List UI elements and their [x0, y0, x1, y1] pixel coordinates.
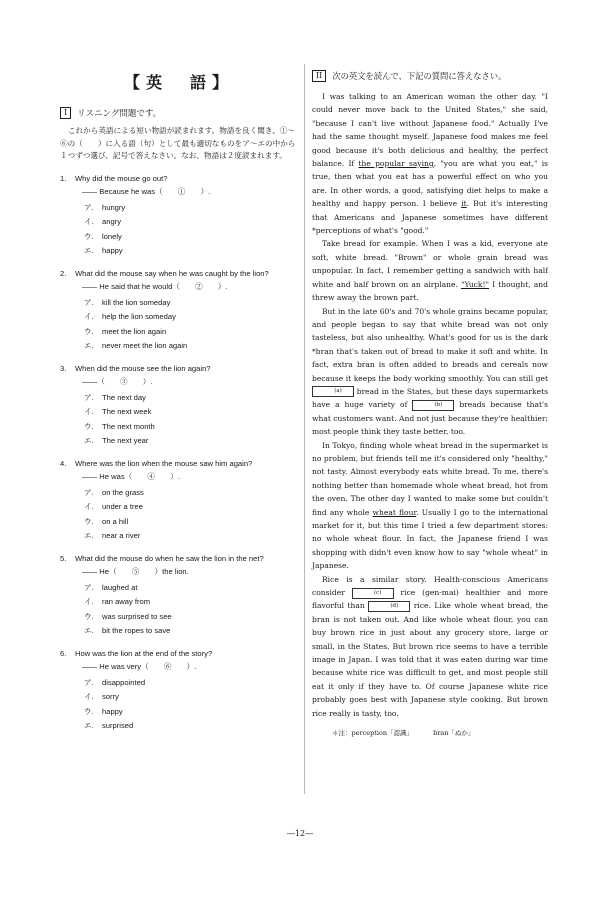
choice-item[interactable]: [84, 515, 298, 530]
choice-key: ウ.: [84, 421, 94, 431]
answer-line: ―― He was very（ ⑥ ）.: [82, 661, 197, 671]
choice-item[interactable]: [84, 391, 298, 406]
choice-key: ウ.: [84, 706, 94, 716]
underline-2: it: [461, 199, 467, 209]
choice-list: [60, 486, 298, 544]
choice-item[interactable]: [84, 676, 298, 691]
choice-item[interactable]: [84, 325, 298, 340]
page-title: 【英 語】: [123, 73, 234, 92]
footnote-bran: bran「ぬか」: [433, 729, 475, 738]
question-number: 6.: [60, 648, 67, 658]
choice-text: The next month: [102, 421, 155, 431]
paragraph-1: I was talking to an American woman the other day. "I could never move back to the United States," she said, "because I can't live without Japanese food." Actually I've had the same thought myself. Japanese food makes me feel good because it's both delicious and healthy, the perfect balance. If the popular saying, "you are what you eat," is true, then what you eat has a powerful effect on who you are. In other words, a good, satisfying diet helps to make a healthy and happy person. I believe it. But it's interesting that Americans and Japanese sometimes have different *perceptions of what's "good.": [312, 92, 548, 236]
underline-3: "Yuck!": [461, 279, 489, 289]
blank-b[interactable]: (b): [412, 400, 454, 411]
choice-item[interactable]: [84, 244, 298, 259]
choice-item[interactable]: [84, 310, 298, 325]
choice-text: disappointed: [102, 677, 146, 687]
choice-item[interactable]: [84, 529, 298, 544]
choice-key: イ.: [84, 312, 94, 321]
choice-key: イ.: [84, 597, 94, 606]
choice-text: angry: [102, 217, 121, 226]
section-2-heading: 次の英文を読んで、下記の質問に答えなさい。: [332, 71, 507, 81]
question-number: 1.: [60, 173, 67, 183]
question-number: 3.: [60, 363, 67, 373]
paragraph-3: But in the late 60's and 70's whole grains became popular, and people began to say that white bread was not only tasteless, but also unhealthy. What's good for us is the dark *bran that's taken out of bread to make it soft and white. In fact, extra bran is often added to breads and cereals now because it keeps the body working smoothly. You can still get (a) bread in the States, but these days supermarkets have a huge variety of (b) breads because that's what customers want. And not just because they're healthier; most people think they taste better, too.: [312, 306, 548, 437]
choice-item[interactable]: [84, 434, 298, 449]
choice-item[interactable]: [84, 500, 298, 515]
choice-list: [60, 201, 298, 259]
underline-4: wheat flour: [372, 507, 417, 517]
choice-text: never meet the lion again: [102, 341, 188, 350]
choice-key: ア.: [84, 677, 94, 687]
left-column: [60, 64, 298, 743]
choice-text: sorry: [102, 692, 119, 701]
answer-line: ―― He（ ⑤ ）the lion.: [82, 566, 189, 576]
choice-key: ウ.: [84, 516, 94, 526]
choice-item[interactable]: [84, 405, 298, 420]
choice-item[interactable]: [84, 581, 298, 596]
choice-item[interactable]: [84, 595, 298, 610]
choice-list: [60, 391, 298, 449]
choice-text: bit the ropes to save: [102, 626, 171, 635]
choice-item[interactable]: [84, 339, 298, 354]
choice-key: イ.: [84, 217, 94, 226]
footnote: [332, 728, 548, 737]
choice-item[interactable]: [84, 624, 298, 639]
question-prompt: What did the mouse say when he was caught by the lion?: [75, 268, 269, 278]
choice-text: lonely: [102, 231, 122, 241]
question-1: [60, 173, 298, 259]
question-prompt: Where was the lion when the mouse saw him again?: [75, 458, 253, 468]
question-text: [60, 553, 298, 565]
choice-key: エ.: [84, 531, 94, 540]
choice-text: kill the lion someday: [102, 297, 171, 307]
answer-line: ―― He was（ ④ ）.: [82, 471, 180, 481]
choice-item[interactable]: [84, 201, 298, 216]
choice-text: happy: [102, 706, 123, 716]
choice-text: help the lion someday: [102, 312, 176, 321]
choice-item[interactable]: [84, 486, 298, 501]
choice-key: ウ.: [84, 231, 94, 241]
choice-text: under a tree: [102, 502, 143, 511]
choice-item[interactable]: [84, 690, 298, 705]
question-number: 4.: [60, 458, 67, 468]
section-1-header: [60, 107, 298, 119]
question-prompt: How was the lion at the end of the story?: [75, 648, 213, 658]
right-column: [312, 64, 548, 737]
choice-text: meet the lion again: [102, 326, 167, 336]
choice-key: エ.: [84, 341, 94, 350]
underline-1: the popular saying: [358, 159, 434, 169]
choice-text: The next week: [102, 407, 152, 416]
choice-key: ウ.: [84, 326, 94, 336]
choice-key: ア.: [84, 582, 94, 592]
choice-key: ウ.: [84, 611, 94, 621]
choice-key: ア.: [84, 297, 94, 307]
reading-passage: [312, 90, 548, 720]
section-1-number: I: [60, 107, 71, 119]
paragraph-2: Take bread for example. When I was a kid, everyone ate soft, white bread. "Brown" or whole grain bread was unpopular. In fact, I remember getting a sandwich with half white and half brown on an airplane. "Yuck!" I thought, and threw away the brown part.: [312, 239, 548, 303]
question-6: [60, 648, 298, 734]
choice-key: エ.: [84, 626, 94, 635]
paragraph-5: Rice is a similar story. Health-conscious Americans consider (c) rice (gen-mai) healthier and more flavorful than (d) rice. Like whole wheat bread, the bran is not taken out. And like whole wheat flour, you can buy brown rice in just about any grocery store, large or small, in the States. But brown rice seems to have a terrible image in Japan. I was told that it was eaten during war time because white rice was difficult to get, and most people still eat it only if they have to. Of course Japanese white rice probably goes best with Japanese style cooking. But brown rice really is tasty, too.: [312, 574, 548, 718]
choice-list: [60, 296, 298, 354]
blank-d[interactable]: (d): [368, 601, 410, 612]
choice-text: The next year: [102, 436, 149, 445]
choice-text: The next day: [102, 392, 146, 402]
choice-key: エ.: [84, 246, 94, 255]
section-2-number: II: [312, 70, 326, 82]
choice-item[interactable]: [84, 719, 298, 734]
choice-key: ア.: [84, 487, 94, 497]
question-text: [60, 363, 298, 375]
question-prompt: Why did the mouse go out?: [75, 173, 168, 183]
choice-key: イ.: [84, 692, 94, 701]
choice-item[interactable]: [84, 610, 298, 625]
footnote-perception: ＊注：perception「認識」: [332, 729, 414, 738]
choice-key: イ.: [84, 407, 94, 416]
column-divider: [304, 64, 305, 794]
choice-text: hungry: [102, 202, 126, 212]
choice-text: laughed at: [102, 582, 138, 592]
question-2: [60, 268, 298, 354]
choice-list: [60, 581, 298, 639]
choice-text: on a hill: [102, 516, 129, 526]
question-list: [60, 173, 298, 734]
answer-line: ―― Because he was（ ① ）.: [82, 186, 211, 196]
question-prompt: When did the mouse see the lion again?: [75, 363, 211, 373]
choice-key: エ.: [84, 721, 94, 730]
choice-item[interactable]: [84, 215, 298, 230]
choice-key: ア.: [84, 392, 94, 402]
choice-text: on the grass: [102, 487, 144, 497]
question-3: [60, 363, 298, 449]
choice-text: was surprised to see: [102, 611, 172, 621]
question-number: 2.: [60, 268, 67, 278]
answer-line: ――（ ③ ）.: [82, 376, 153, 386]
choice-item[interactable]: [84, 296, 298, 311]
choice-item[interactable]: [84, 420, 298, 435]
choice-key: エ.: [84, 436, 94, 445]
section-2-header: [312, 70, 548, 82]
section-1-intro: これから英語による短い物語が読まれます。物語を良く聞き、①～⑥の（ ）に入る語（句）として最も適切なものをア～エの中から１つずつ選び、記号で答えなさい。なお、物語は２度読まれます。: [60, 126, 296, 160]
choice-list: [60, 676, 298, 734]
choice-item[interactable]: [84, 705, 298, 720]
choice-key: ア.: [84, 202, 94, 212]
question-prompt: What did the mouse do when he saw the lion in the net?: [75, 553, 264, 563]
paragraph-4: In Tokyo, finding whole wheat bread in the supermarket is no problem, but friends tell me it's considered only "healthy," not tasty. Almost everybody eats white bread. To me, there's nothing better than homemade whole wheat bread, hot from the oven. The other day I wanted to make some but couldn't find any whole wheat flour. Usually I go to the international market for it, but this time I tried a few department stores: no whole wheat flour. In fact, the Japanese friend I was shopping with didn't even know how to say "whole wheat" in Japanese.: [312, 440, 548, 571]
question-5: [60, 553, 298, 639]
answer-line: ―― He said that he would（ ② ）.: [82, 281, 228, 291]
choice-text: ran away from: [102, 597, 151, 606]
choice-key: イ.: [84, 502, 94, 511]
question-number: 5.: [60, 553, 67, 563]
section-1-heading: リスニング問題です。: [77, 109, 162, 119]
choice-text: happy: [102, 246, 123, 255]
blank-c[interactable]: (c): [352, 588, 394, 599]
question-text: [60, 268, 298, 280]
choice-item[interactable]: [84, 230, 298, 245]
page-number: ―12―: [286, 829, 314, 838]
question-text: [60, 458, 298, 470]
choice-text: near a river: [102, 531, 141, 540]
question-text: [60, 648, 298, 660]
question-text: [60, 173, 298, 185]
choice-text: surprised: [102, 721, 134, 730]
question-4: [60, 458, 298, 544]
blank-a[interactable]: (a): [312, 386, 354, 397]
